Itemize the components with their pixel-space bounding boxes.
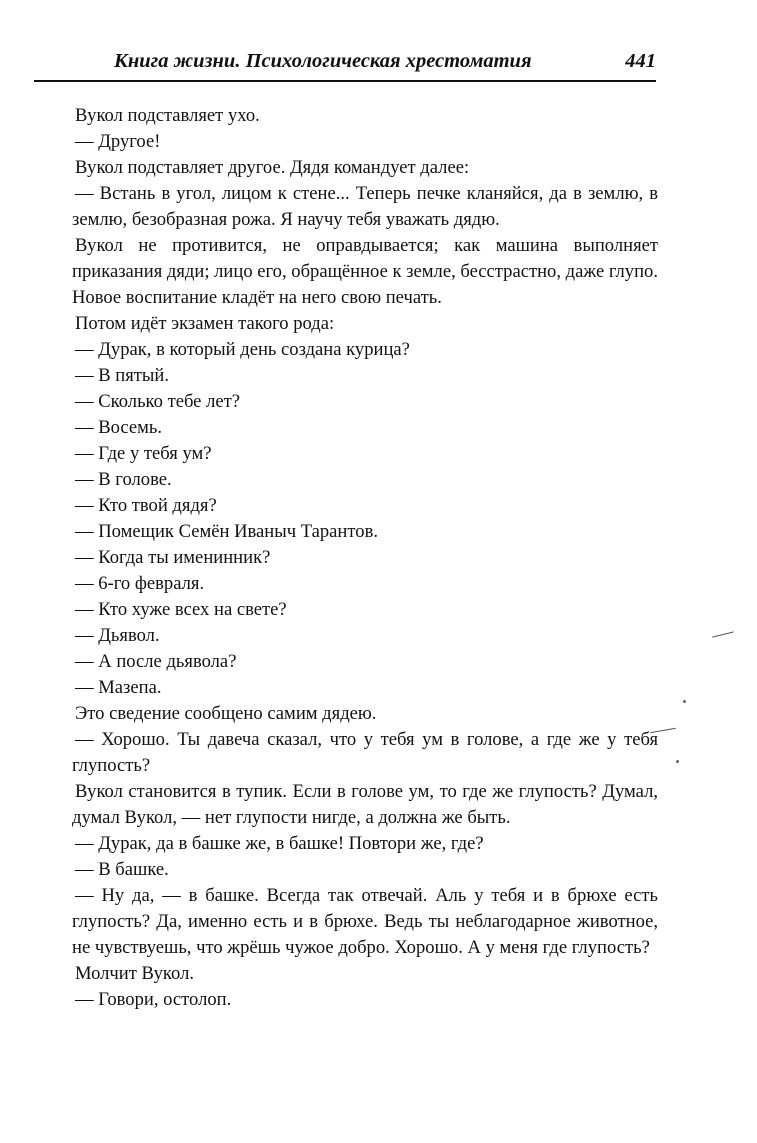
paragraph: — Где у тебя ум?	[75, 443, 212, 464]
paragraph: — Другое!	[75, 131, 161, 152]
paragraph: Это сведение сообщено самим дядею.	[75, 703, 377, 724]
paragraph: — В башке.	[75, 859, 169, 880]
header-rule	[34, 80, 656, 82]
paragraph: — 6-го февраля.	[75, 573, 205, 594]
paragraph: Вукол подставляет другое. Дядя командует далее:	[75, 157, 470, 178]
paragraph: — В голове.	[75, 469, 172, 490]
paragraph: — В пятый.	[75, 365, 170, 386]
page-number: 441	[625, 50, 656, 72]
page-body	[72, 103, 658, 1013]
paragraph: — Дьявол.	[75, 625, 160, 646]
paragraph: — Мазепа.	[75, 677, 162, 698]
paragraph: — Восемь.	[75, 417, 163, 438]
paragraph: — Ну да, — в башке. Всегда так отвечай. Аль у тебя и в брюхе есть глупость? Да, именно есть и в брюхе. Ведь ты неблагодарное животное, не чувствуешь, что жрёшь чужое добро. Хорошо. А у меня где глупость?	[72, 885, 658, 958]
scan-speck	[683, 700, 686, 703]
paragraph: — Помещик Семён Иваныч Тарантов.	[75, 521, 378, 542]
paragraph: Вукол подставляет ухо.	[75, 105, 260, 126]
scan-speck	[712, 631, 734, 637]
paragraph: — Кто твой дядя?	[75, 495, 217, 516]
paragraph: Вукол становится в тупик. Если в голове ум, то где же глупость? Думал, думал Вукол, — нет глупости нигде, а должна же быть.	[72, 781, 658, 828]
scan-speck	[676, 760, 679, 763]
paragraph: — Сколько тебе лет?	[75, 391, 240, 412]
paragraph: — Хорошо. Ты давеча сказал, что у тебя ум в голове, а где же у тебя глупость?	[72, 729, 658, 776]
running-header	[34, 50, 656, 76]
paragraph: — Когда ты именинник?	[75, 547, 271, 568]
paragraph: Вукол не противится, не оправдывается; как машина выполняет приказания дяди; лицо его, обращённое к земле, бесстрастно, даже глупо. Новое воспитание кладёт на него свою печать.	[72, 235, 658, 308]
paragraph: — Встань в угол, лицом к стене... Теперь печке кланяйся, да в землю, в землю, безобразная рожа. Я научу тебя уважать дядю.	[72, 183, 658, 230]
paragraph: Молчит Вукол.	[75, 963, 194, 984]
paragraph: — Кто хуже всех на свете?	[75, 599, 287, 620]
paragraph: Потом идёт экзамен такого рода:	[75, 313, 335, 334]
paragraph: — Дурак, да в башке же, в башке! Повтори же, где?	[75, 833, 484, 854]
paragraph: — Говори, остолоп.	[75, 989, 232, 1010]
paragraph: — А после дьявола?	[75, 651, 237, 672]
header-title: Книга жизни. Психологическая хрестоматия	[114, 50, 532, 72]
paragraph: — Дурак, в который день создана курица?	[75, 339, 410, 360]
